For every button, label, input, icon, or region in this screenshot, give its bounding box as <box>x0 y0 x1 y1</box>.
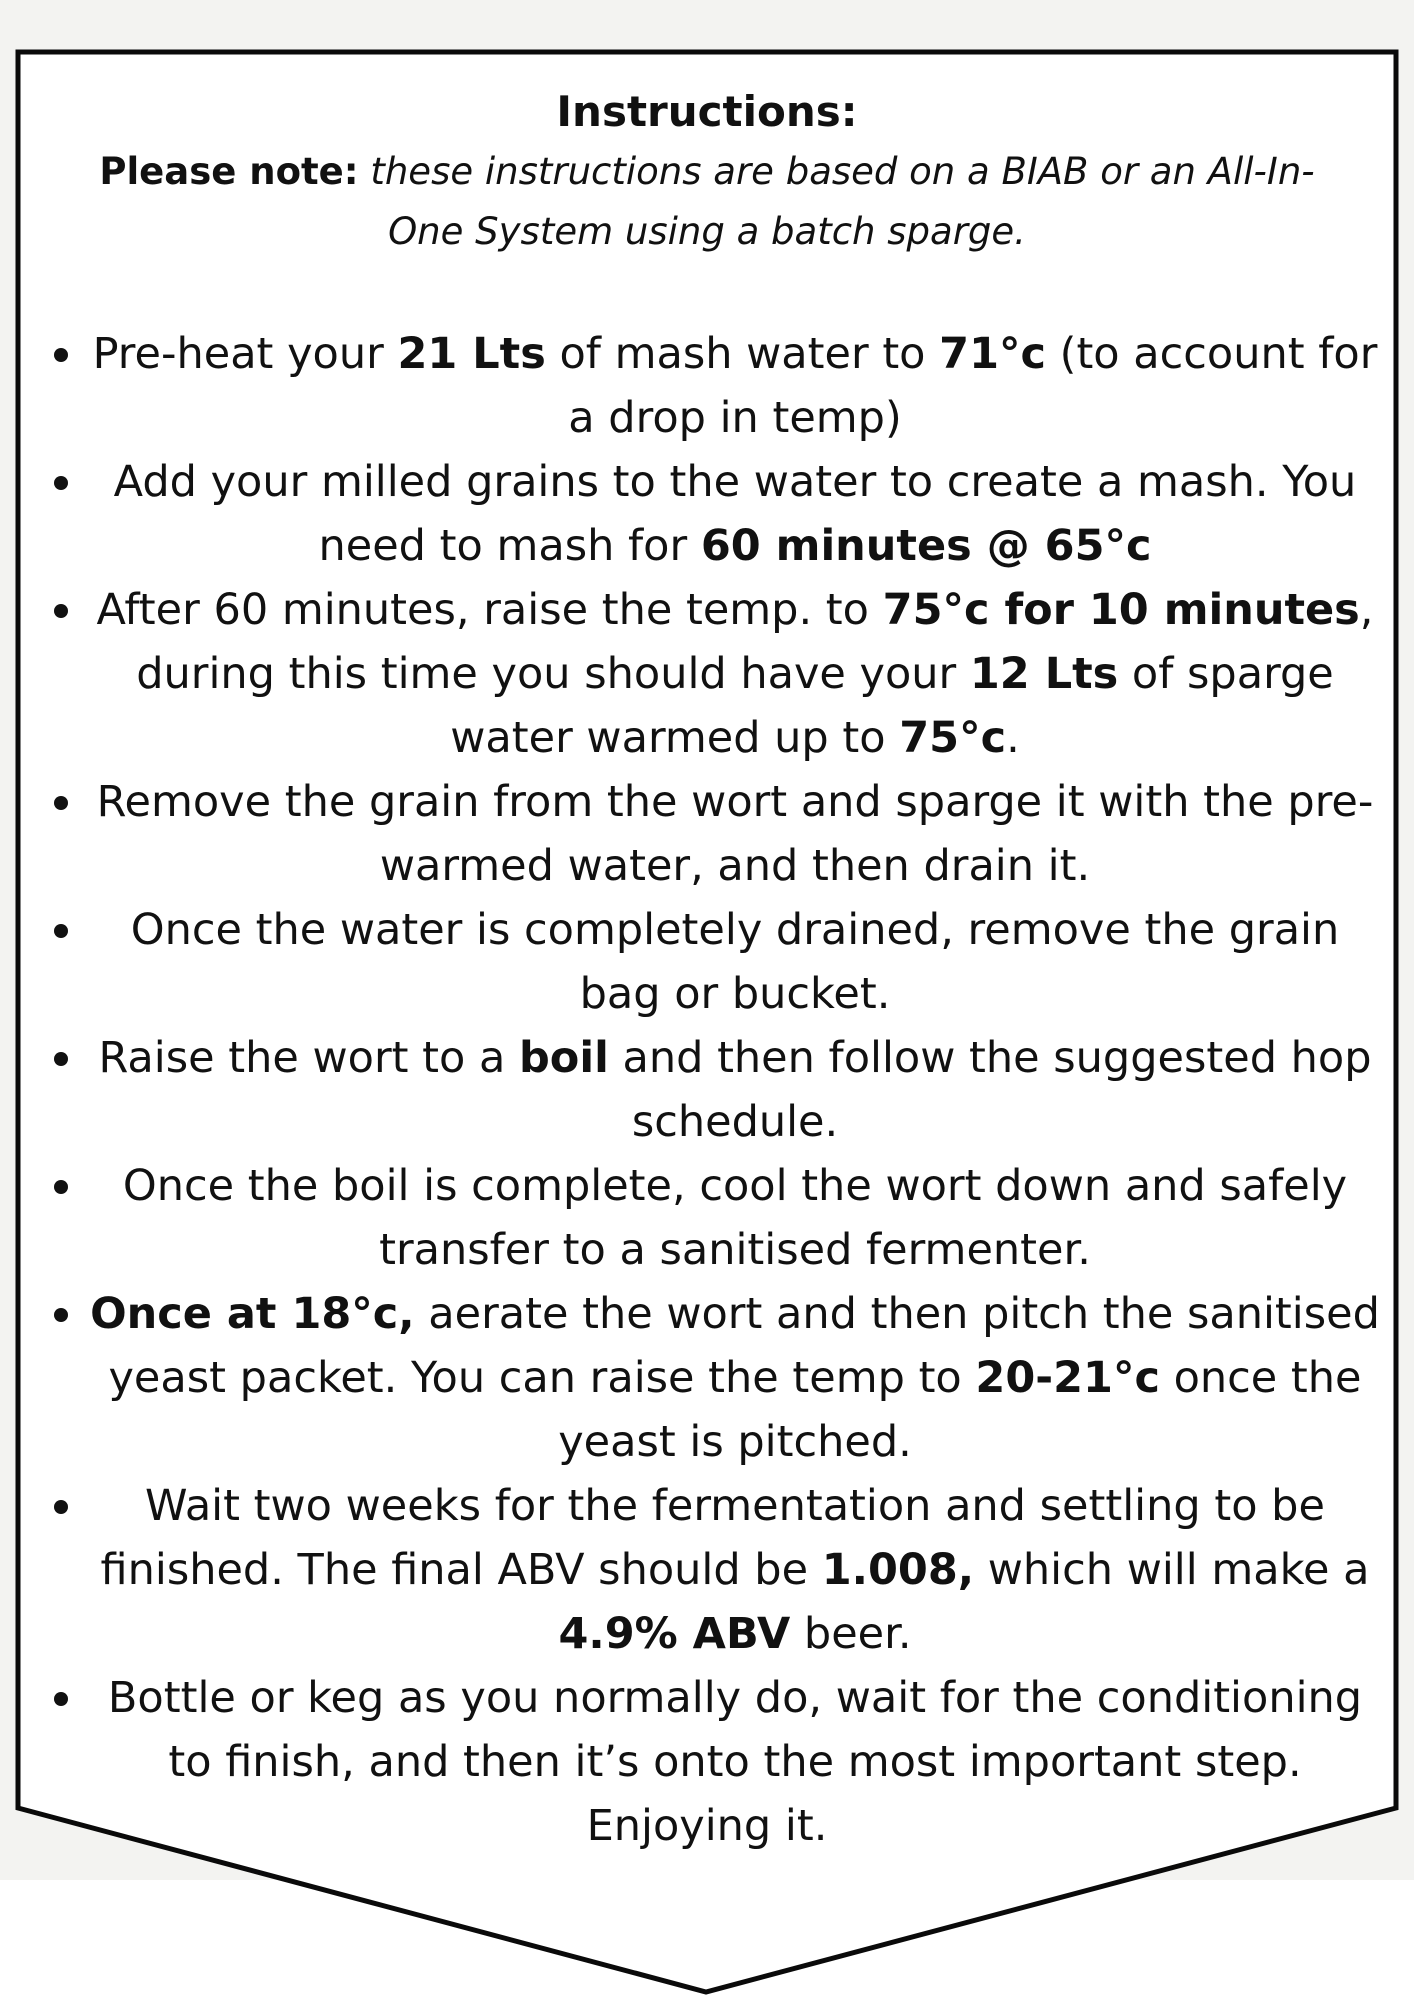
step-pitch: Once at 18°c, aerate the wort and then pitch the sanitised yeast packet. You can raise the temp to 20-21°c once the yeast is pitched. <box>24 1282 1390 1474</box>
step-cool: Once the boil is complete, cool the wort down and safely transfer to a sanitised fermenter. <box>24 1154 1390 1282</box>
bullet-icon <box>54 1500 68 1514</box>
closing-line: Enjoying it. <box>586 1801 828 1851</box>
instructions-panel <box>24 82 1390 1858</box>
note-body: these instructions are based on a BIAB or an All-In-One System using a batch sparge. <box>370 150 1315 253</box>
step-ferment: Wait two weeks for the fermentation and settling to be finished. The final ABV should be 1.008, which will make a 4.9% ABV beer. <box>24 1474 1390 1666</box>
bullet-icon <box>54 924 68 938</box>
bullet-icon <box>54 476 68 490</box>
step-mash: Add your milled grains to the water to create a mash. You need to mash for 60 minutes @ 65°c <box>24 450 1390 578</box>
steps-list <box>24 322 1390 1794</box>
bullet-icon <box>54 348 68 362</box>
note-lead: Please note: <box>99 150 359 193</box>
step-preheat: Pre-heat your 21 Lts of mash water to 71°c (to account for a drop in temp) <box>24 322 1390 450</box>
step-boil: Raise the wort to a boil and then follow the suggested hop schedule. <box>24 1026 1390 1154</box>
step-mashout: After 60 minutes, raise the temp. to 75°c for 10 minutes, during this time you should have your 12 Lts of sparge water warmed up to 75°c. <box>24 578 1390 770</box>
step-sparge: Remove the grain from the wort and sparge it with the pre-warmed water, and then drain it. <box>24 770 1390 898</box>
step-remove-bag: Once the water is completely drained, remove the grain bag or bucket. <box>24 898 1390 1026</box>
bullet-icon <box>54 604 68 618</box>
page-title: Instructions: <box>556 87 858 136</box>
bullet-icon <box>54 1692 68 1706</box>
bullet-icon <box>54 796 68 810</box>
note <box>24 142 1390 262</box>
bullet-icon <box>54 1308 68 1322</box>
step-package: Bottle or keg as you normally do, wait for the conditioning to finish, and then it’s onto the most important step. <box>24 1666 1390 1794</box>
bullet-icon <box>54 1180 68 1194</box>
bullet-icon <box>54 1052 68 1066</box>
